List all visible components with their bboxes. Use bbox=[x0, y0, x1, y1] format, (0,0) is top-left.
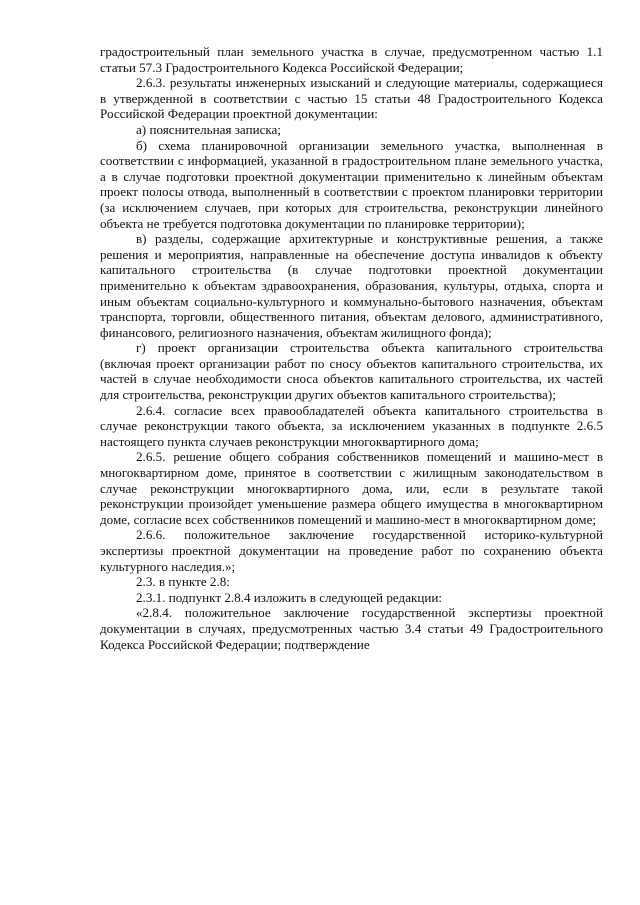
document-paragraph: 2.3.1. подпункт 2.8.4 изложить в следующей редакции: bbox=[136, 589, 443, 605]
document-paragraph: в) разделы, содержащие архитектурные и конструктивные решения, а также решения и мероприятия, направленные на обеспечение доступа инвалидов к объекту капитального строительства (в случае подготовки проектной документации применительно к объектам здравоохранения, образования, культуры, отдыха, спорта и иным объектам социально-культурного и коммунально-бытового назначения, объектам транспорта, торговли, общественного питания, объектам делового, административного, финансового, религиозного назначения, объектам жилищного фонда); bbox=[100, 231, 603, 340]
document-paragraph: «2.8.4. положительное заключение государственной экспертизы проектной документации в случаях, предусмотренных частью 3.4 статьи 49 Градостроительного Кодекса Российской Федерации; подтверждение bbox=[100, 605, 603, 652]
document-paragraph: градостроительный план земельного участка в случае, предусмотренном частью 1.1 статьи 57.3 Градостроительного Кодекса Российской Федерации; bbox=[100, 44, 603, 75]
document-paragraph: 2.3. в пункте 2.8: bbox=[136, 574, 230, 590]
document-paragraph: г) проект организации строительства объекта капитального строительства (включая проект организации работ по сносу объектов капитального строительства, их частей в случае необходимости сноса объектов капитального строительства, их частей для строительства, реконструкции других объектов капитального строительства); bbox=[100, 340, 603, 403]
document-paragraph: а) пояснительная записка; bbox=[136, 121, 282, 137]
document-paragraph: 2.6.6. положительное заключение государственной историко-культурной экспертизы проектной документации на проведение работ по сохранению объекта культурного наследия.»; bbox=[100, 527, 603, 574]
document-body bbox=[100, 44, 603, 652]
document-paragraph: 2.6.4. согласие всех правообладателей объекта капитального строительства в случае реконструкции такого объекта, за исключением указанных в подпункте 2.6.5 настоящего пункта случаев реконструкции многоквартирного дома; bbox=[100, 402, 603, 449]
document-paragraph: 2.6.3. результаты инженерных изысканий и следующие материалы, содержащиеся в утвержденной в соответствии с частью 15 статьи 48 Градостроительного Кодекса Российской Федерации проектной документации: bbox=[100, 75, 603, 122]
document-paragraph: 2.6.5. решение общего собрания собственников помещений и машино-мест в многоквартирном доме, принятое в соответствии с жилищным законодательством в случае реконструкции многоквартирного дома, или, если в результате такой реконструкции произойдет уменьшение размера общего имущества в многоквартирном доме, согласие всех собственников помещений и машино-мест в многоквартирном доме; bbox=[100, 449, 603, 527]
document-paragraph: б) схема планировочной организации земельного участка, выполненная в соответствии с информацией, указанной в градостроительном плане земельного участка, а в случае подготовки проектной документации применительно к линейным объектам проект полосы отвода, выполненный в соответствии с проектом планировки территории (за исключением случаев, при которых для строительства, реконструкции линейного объекта не требуется подготовка документации по планировке территории); bbox=[100, 137, 603, 231]
